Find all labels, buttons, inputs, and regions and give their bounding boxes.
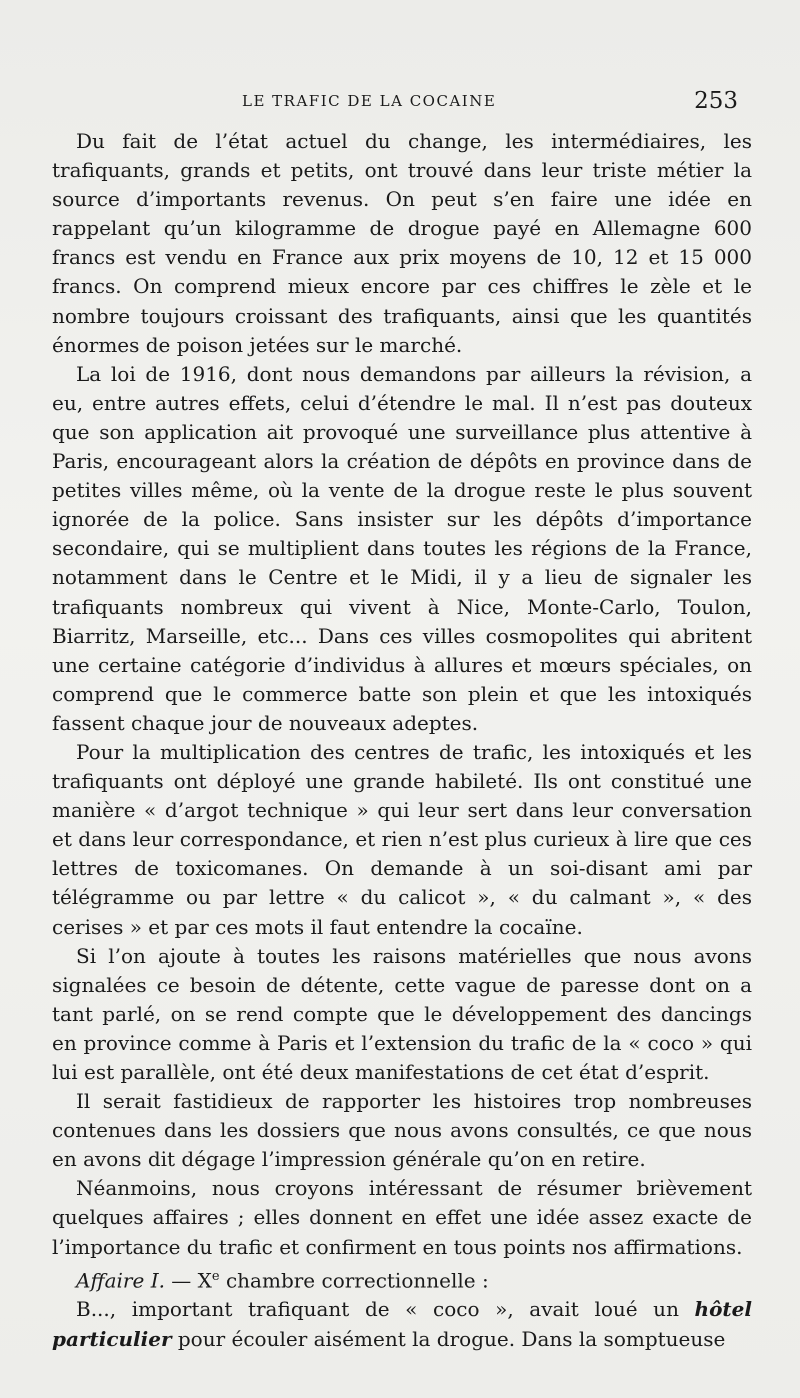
affaire-heading <box>52 1262 752 1296</box>
paragraph-7-part-2: pour écouler aisément la drogue. Dans la somptueuse <box>171 1326 726 1351</box>
paragraph-7 <box>52 1295 752 1353</box>
running-title: LE TRAFIC DE LA COCAINE <box>242 92 497 110</box>
paragraph-2: La loi de 1916, dont nous demandons par ailleurs la révision, a eu, entre autres effets, celui d’étendre le mal. Il n’est pas douteux que son application ait provoqué une surveillance plus attentive à Paris, encourageant alors la création de dépôts en province dans de petites villes même, où la vente de la drogue reste le plus souvent ignorée de la police. Sans insister sur les dépôts d’importance secondaire, qui se multiplient dans toutes les régions de la France, notamment dans le Centre et le Midi, il y a lieu de signaler les trafiquants nombreux qui vivent à Nice, Monte-Carlo, Toulon, Biarritz, Marseille, etc... Dans ces villes cosmopolites qui abritent une certaine catégorie d’individus à allures et mœurs spéciales, on comprend que le commerce batte son plein et que les intoxiqués fassent chaque jour de nouveaux adeptes. <box>52 361 752 735</box>
affaire-dash: — X <box>164 1268 212 1293</box>
paragraph-6: Néanmoins, nous croyons intéressant de résumer brièvement quelques affaires ; elles donnent en effet une idée assez exacte de l’importance du trafic et confirment en tous points nos affirmations. <box>52 1176 752 1259</box>
body-text <box>52 127 752 1354</box>
page-number: 253 <box>694 88 738 114</box>
paragraph-3: Pour la multiplication des centres de trafic, les intoxiqués et les trafiquants ont déployé une grande habileté. Ils ont constitué une manière « d’argot technique » qui leur sert dans leur conversation et dans leur correspondance, et rien n’est plus curieux à lire que ces lettres de toxicomanes. On demande à un soi-disant ami par télégramme ou par lettre « du calicot », « du calmant », « des cerises » et par ces mots il faut entendre la cocaïne. <box>52 739 752 939</box>
affaire-court: chambre correctionnelle : <box>219 1268 489 1293</box>
paragraph-1: Du fait de l’état actuel du change, les intermédiaires, les trafiquants, grands et petits, ont trouvé dans leur triste métier la source d’importants revenus. On peut s’en faire une idée en rappelant qu’un kilogramme de drogue payé en Allemagne 600 francs est vendu en France aux prix moyens de 10, 12 et 15 000 francs. On comprend mieux encore par ces chiffres le zèle et le nombre toujours croissant des trafiquants, ainsi que les quantités énormes de poison jetées sur le marché. <box>52 129 752 357</box>
paragraph-4: Si l’on ajoute à toutes les raisons matérielles que nous avons signalées ce besoin de détente, cette vague de paresse dont on a tant parlé, on se rend compte que le développement des dancings en province comme à Paris et l’extension du trafic de la « coco » qui lui est parallèle, ont été deux manifestations de cet état d’esprit. <box>52 943 752 1084</box>
affaire-superscript: e <box>211 1268 220 1284</box>
affaire-label: Affaire I. <box>76 1268 165 1293</box>
paragraph-7-italic: hôtel particulier <box>52 1297 752 1351</box>
page-header <box>52 88 738 118</box>
paragraph-5: Il serait fastidieux de rapporter les histoires trop nombreuses contenues dans les dossiers que nous avons consultés, ce que nous en avons dit dégage l’impression générale qu’on en retire. <box>52 1089 752 1172</box>
paragraph-7-part-1: B..., important trafiquant de « coco », avait loué un <box>76 1297 695 1322</box>
